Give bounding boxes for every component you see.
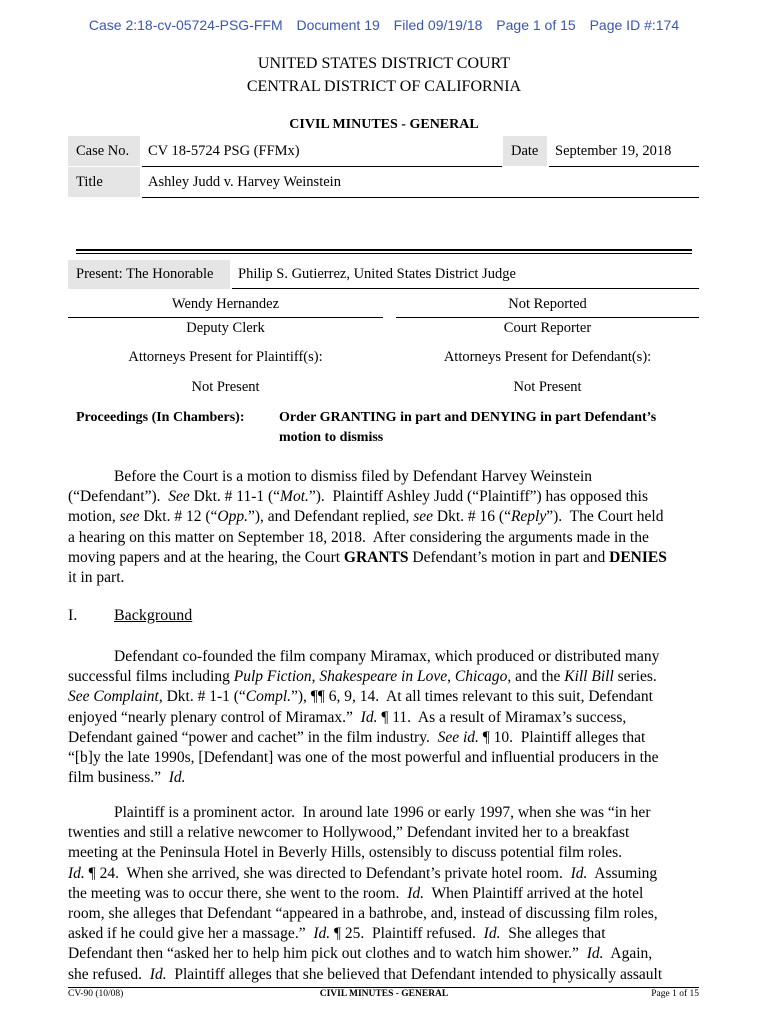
title-underline — [142, 197, 699, 198]
footer-title: CIVIL MINUTES - GENERAL — [319, 989, 449, 999]
proceedings-description — [279, 408, 699, 448]
paragraph-background-1: Defendant co-founded the film company Miramax, which produced or distributed many successful films including Pulp Fiction, Shakespeare in Love, Chicago, and the Kill Bill series. See Complaint, Dkt. # 1-1 (“Compl.”), ¶¶ 6, 9, 14. At all times relevant to this suit, Defendant enjoyed “nearly plenary control of Miramax.” Id. ¶ 11. As a result of Miramax’s success, Defendant gained “power and cachet” in the film industry. See id. ¶ 10. Plaintiff alleges that “[b]y the late 1990s, [Defendant] was one of the most powerful and influential producers in the film business.” Id. — [68, 648, 660, 787]
case-no-label: Case No. — [68, 136, 140, 166]
present-label: Present: The Honorable — [68, 260, 230, 289]
ecf-document: Document 19 — [296, 17, 380, 33]
attorneys-plaintiff-label: Attorneys Present for Plaintiff(s): — [128, 349, 323, 365]
paragraph-background-2: Plaintiff is a prominent actor. In around late 1996 or early 1997, when she was “in her twenties and still a relative newcomer to Hollywood,” Defendant invited her to a breakfast meeting at the Peninsula Hotel in Beverly Hills, ostensibly to discuss potential film roles. Id. ¶ 24. When she arrived, she was directed to Defendant’s private hotel room. Id. Assuming the meeting was to occur there, she went to the room. Id. When Plaintiff arrived at the hotel room, she alleges that Defendant “appeared in a bathrobe, and, instead of discussing film roles, asked if he could give her a massage.” Id. ¶ 25. Plaintiff refused. Id. She alleges that Defendant then “asked her to help him pick out clothes and to watch him shower.” Id. Again, she refused. Id. Plaintiff alleges that she believed that Defendant intended to physically assault — [68, 804, 663, 983]
deputy-clerk-label: Deputy Clerk — [186, 320, 265, 336]
ecf-page: Page 1 of 15 — [496, 17, 576, 33]
court-reporter-label: Court Reporter — [503, 320, 592, 336]
case-no-value: CV 18-5724 PSG (FFMx) — [148, 142, 300, 159]
date-value: September 19, 2018 — [555, 142, 672, 159]
ecf-page-id: Page ID #:174 — [589, 17, 680, 33]
ecf-case-number: Case 2:18-cv-05724-PSG-FFM — [88, 17, 283, 33]
attorneys-defendant-value: Not Present — [513, 379, 582, 395]
form-title: CIVIL MINUTES - GENERAL — [289, 117, 479, 132]
court-reporter-line — [396, 317, 699, 318]
section-heading: Background — [114, 607, 193, 624]
court-reporter-name: Not Reported — [508, 296, 587, 312]
court-name-line1: UNITED STATES DISTRICT COURT — [257, 55, 511, 72]
attorneys-defendant-label: Attorneys Present for Defendant(s): — [443, 349, 652, 365]
footer-form-number: CV-90 (10/08) — [68, 989, 124, 999]
footer-page-number: Page 1 of 15 — [651, 989, 699, 999]
proceedings-line-2: motion to dismiss — [279, 430, 384, 445]
judge-name: Philip S. Gutierrez, United States District Judge — [238, 266, 516, 282]
title-value: Ashley Judd v. Harvey Weinstein — [148, 173, 341, 190]
ecf-header — [0, 17, 768, 33]
date-label: Date — [503, 136, 547, 166]
paragraph-intro: Before the Court is a motion to dismiss filed by Defendant Harvey Weinstein (“Defendant”). See Dkt. # 11-1 (“Mot.”). Plaintiff Ashley Judd (“Plaintiff”) has opposed this motion, see Dkt. # 12 (“Opp.”), and Defendant replied, see Dkt. # 16 (“Reply”). The Court held a hearing on this matter on September 18, 2018. After considering the arguments made in the moving papers and at the hearing, the Court GRANTS Defendant’s motion in part and DENIES it in part. — [68, 468, 667, 587]
proceedings-line-1: Order GRANTING in part and DENYING in part Defendant’s — [279, 410, 657, 425]
proceedings-label: Proceedings (In Chambers): — [76, 410, 245, 425]
deputy-clerk-name: Wendy Hernandez — [171, 296, 280, 312]
title-label: Title — [68, 167, 140, 197]
double-rule-bottom — [76, 253, 692, 254]
judge-underline — [232, 288, 699, 289]
deputy-clerk-line — [68, 317, 383, 318]
footer-rule — [68, 987, 699, 988]
section-number: I. — [68, 607, 78, 624]
court-name-line2: CENTRAL DISTRICT OF CALIFORNIA — [246, 78, 522, 95]
double-rule-top — [76, 249, 692, 251]
ecf-filed-date: Filed 09/19/18 — [393, 17, 483, 33]
attorneys-plaintiff-value: Not Present — [191, 379, 260, 395]
